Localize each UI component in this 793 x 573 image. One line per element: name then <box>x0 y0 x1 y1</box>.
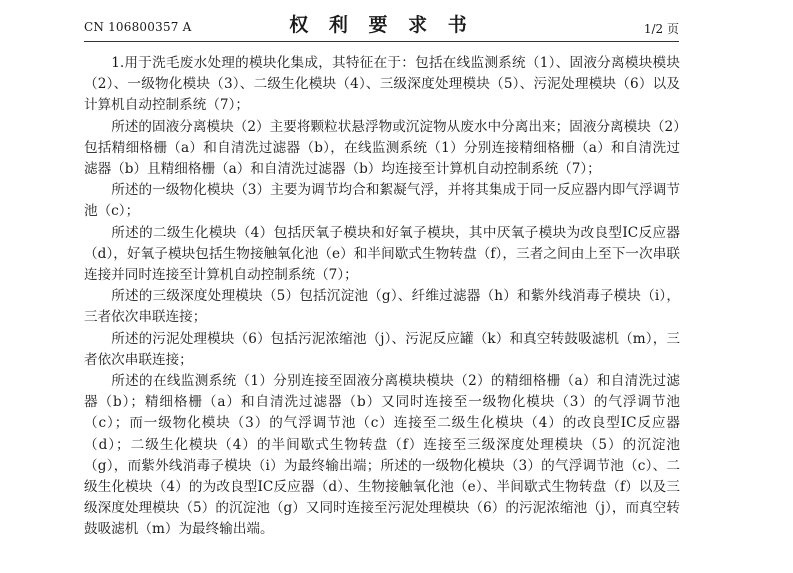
publication-number: CN 106800357 A <box>84 20 192 34</box>
claims-body <box>84 53 680 541</box>
claim-paragraph: 所述的污泥处理模块（6）包括污泥浓缩池（j）、污泥反应罐（k）和真空转鼓吸滤机（m），三者依次串联连接； <box>84 330 680 368</box>
claim-paragraph: 所述的在线监测系统（1）分别连接至固液分离模块模块（2）的精细格栅（a）和自清洗过滤器（b）；精细格栅（a）和自清洗过滤器（b）又同时连接至一级物化模块（3）的气浮调节池（c）；而一级物化模块（3）的气浮调节池（c）连接至二级生化模块（4）的改良型IC反应器（d）；二级生化模块（4）的半间歇式生物转盘（f）连接至三级深度处理模块（5）的沉淀池（g），而紫外线消毒子模块（i）为最终输出端；所述的一级物化模块（3）的气浮调节池（c）、二级生化模块（4）的为改良型IC反应器（d）、生物接触氧化池（e）、半间歇式生物转盘（f）以及三级深度处理模块（5）的沉淀池（g）又同时连接至污泥处理模块（6）的污泥浓缩池（j），而真空转鼓吸滤机（m）为最终输出端。 <box>84 373 680 538</box>
header-divider <box>84 41 679 42</box>
claim-paragraph: 所述的固液分离模块（2）主要将颗粒状悬浮物或沉淀物从废水中分离出来；固液分离模块（2）包括精细格栅（a）和自清洗过滤器（b），在线监测系统（1）分别连接精细格栅（a）和自清洗过滤器（b）且精细格栅（a）和自清洗过滤器（b）均连接至计算机自动控制系统（7）； <box>84 118 680 178</box>
page-number: 1/2 页 <box>643 22 679 36</box>
claim-paragraph: 所述的一级物化模块（3）主要为调节均合和絮凝气浮，并将其集成于同一反应器内即气浮调节池（c）； <box>84 182 680 220</box>
claim-paragraph: 1.用于洗毛废水处理的模块化集成，其特征在于：包括在线监测系统（1）、固液分离模块模块（2）、一级物化模块（3）、二级生化模块（4）、三级深度处理模块（5）、污泥处理模块（6）以及计算机自动控制系统（7）； <box>84 55 680 114</box>
page-header <box>84 8 679 42</box>
claim-paragraph: 所述的二级生化模块（4）包括厌氧子模块和好氧子模块，其中厌氧子模块为改良型IC反应器（d），好氧子模块包括生物接触氧化池（e）和半间歇式生物转盘（f），三者之间由上至下一次串联连接并同时连接至计算机自动控制系统（7）； <box>84 224 680 284</box>
claim-paragraph: 所述的三级深度处理模块（5）包括沉淀池（g）、纤维过滤器（h）和紫外线消毒子模块（i），三者依次串联连接； <box>84 288 680 326</box>
document-title: 权 利 要 求 书 <box>289 14 474 36</box>
